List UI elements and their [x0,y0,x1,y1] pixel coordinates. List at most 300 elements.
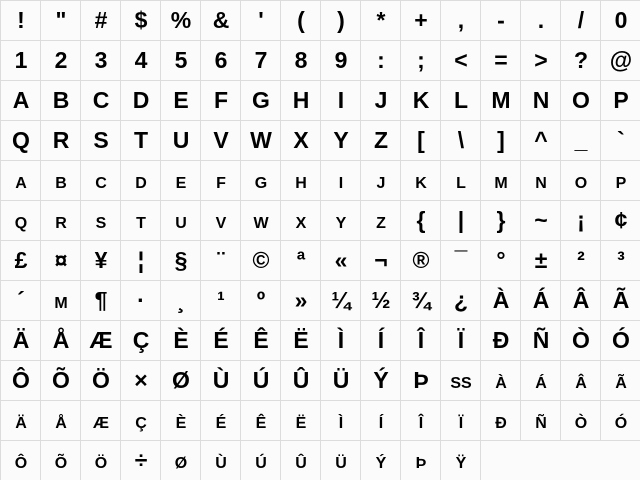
glyph: x [295,207,306,233]
glyph-cell[interactable] [281,81,321,121]
glyph-cell[interactable] [521,361,561,401]
glyph-cell[interactable] [361,441,401,480]
glyph-cell[interactable] [241,201,281,241]
glyph-cell[interactable] [81,41,121,81]
glyph-cell[interactable] [441,41,481,81]
glyph-cell[interactable] [121,401,161,441]
glyph: F [213,87,228,113]
glyph: ~ [534,207,547,233]
glyph-cell[interactable] [241,161,281,201]
glyph-cell[interactable] [601,201,640,241]
glyph-cell[interactable] [201,281,241,321]
glyph-cell[interactable] [321,281,361,321]
glyph-cell[interactable] [1,441,41,480]
glyph: $ [134,7,147,33]
glyph-cell[interactable] [561,121,601,161]
glyph-cell[interactable] [121,241,161,281]
glyph-cell[interactable] [161,241,201,281]
glyph-cell[interactable] [521,121,561,161]
glyph-cell[interactable] [321,161,361,201]
glyph: o [574,167,587,193]
glyph: ø [174,447,187,473]
glyph-cell[interactable] [401,201,441,241]
glyph: ¬ [374,247,387,273]
glyph: 5 [174,47,187,73]
glyph: / [577,7,584,33]
glyph-cell[interactable] [161,121,201,161]
glyph-cell[interactable] [361,161,401,201]
glyph-cell[interactable] [401,161,441,201]
glyph-cell[interactable] [401,321,441,361]
glyph-cell[interactable] [561,241,601,281]
glyph-cell[interactable] [201,81,241,121]
glyph: 4 [134,47,147,73]
glyph-cell[interactable] [441,401,481,441]
glyph-cell[interactable] [401,121,441,161]
glyph: ¶ [94,287,107,313]
glyph-cell[interactable] [361,361,401,401]
glyph-cell[interactable] [241,41,281,81]
glyph: É [213,327,228,353]
glyph: 9 [334,47,347,73]
glyph-cell[interactable] [161,161,201,201]
glyph: m [494,167,507,193]
glyph: a [15,167,26,193]
glyph-cell[interactable] [281,401,321,441]
glyph-cell[interactable] [41,361,81,401]
glyph-cell[interactable] [561,81,601,121]
glyph: K [412,87,429,113]
glyph: ú [255,447,266,473]
glyph-cell[interactable] [81,1,121,41]
glyph-cell[interactable] [361,241,401,281]
glyph-cell[interactable] [481,41,521,81]
glyph-cell[interactable] [481,121,521,161]
glyph-cell[interactable] [161,281,201,321]
glyph: 7 [254,47,267,73]
glyph-cell[interactable] [601,121,640,161]
glyph-cell[interactable] [41,161,81,201]
glyph-cell[interactable] [41,321,81,361]
glyph: e [175,167,186,193]
glyph-cell[interactable] [1,81,41,121]
glyph-cell[interactable] [441,361,481,401]
glyph-cell[interactable] [441,281,481,321]
glyph-cell[interactable] [321,401,361,441]
glyph-cell[interactable] [321,321,361,361]
glyph-cell[interactable] [521,41,561,81]
glyph: k [415,167,426,193]
glyph: v [215,207,226,233]
glyph: à [495,367,506,393]
glyph: b [55,167,66,193]
glyph-cell[interactable] [161,401,201,441]
glyph: ¥ [94,247,107,273]
glyph-cell[interactable] [201,121,241,161]
glyph-cell[interactable] [1,281,41,321]
glyph: Ó [612,327,629,353]
glyph-cell[interactable] [281,1,321,41]
glyph: ö [94,447,107,473]
glyph-cell[interactable] [1,161,41,201]
glyph-cell[interactable] [121,321,161,361]
glyph: Q [12,127,29,153]
glyph: : [377,47,384,73]
glyph-cell[interactable] [241,1,281,41]
glyph: ß [450,367,471,393]
glyph-cell[interactable] [601,1,640,41]
glyph: s [95,207,106,233]
glyph-cell[interactable] [41,401,81,441]
glyph: Ð [492,327,509,353]
glyph: > [534,47,547,73]
glyph-cell[interactable] [481,1,521,41]
glyph: Y [333,127,348,153]
glyph-cell[interactable] [281,321,321,361]
glyph-cell[interactable] [561,41,601,81]
glyph-cell[interactable] [601,401,640,441]
glyph-cell[interactable] [241,121,281,161]
glyph: ù [215,447,226,473]
glyph-cell[interactable] [81,441,121,480]
glyph-cell[interactable] [41,121,81,161]
glyph: ê [255,407,266,433]
glyph: È [173,327,188,353]
glyph: è [175,407,186,433]
glyph-cell[interactable] [1,41,41,81]
glyph-cell[interactable] [81,361,121,401]
glyph: ñ [535,407,546,433]
glyph-cell[interactable] [441,441,481,480]
glyph-cell[interactable] [81,81,121,121]
glyph-cell[interactable] [201,441,241,480]
glyph: } [496,207,505,233]
glyph-cell[interactable] [201,321,241,361]
glyph-cell[interactable] [281,441,321,480]
glyph-cell[interactable] [601,281,640,321]
glyph: ð [495,407,506,433]
glyph-cell[interactable] [321,121,361,161]
glyph-cell[interactable] [401,241,441,281]
glyph: Á [532,287,549,313]
glyph: P [613,87,628,113]
glyph-cell[interactable] [121,41,161,81]
glyph-cell[interactable] [481,361,521,401]
glyph-cell[interactable] [161,361,201,401]
glyph: ë [295,407,306,433]
glyph-cell[interactable] [561,321,601,361]
glyph-cell[interactable] [601,321,640,361]
glyph: c [95,167,106,193]
glyph-cell[interactable] [401,281,441,321]
glyph-cell[interactable] [481,401,521,441]
glyph-cell[interactable] [441,1,481,41]
glyph: n [535,167,546,193]
glyph: ô [14,447,27,473]
glyph-cell[interactable] [1,401,41,441]
glyph: ¤ [54,247,67,273]
glyph-cell[interactable] [321,361,361,401]
glyph-cell[interactable] [121,201,161,241]
glyph: Î [417,327,424,353]
glyph: d [135,167,146,193]
glyph-cell[interactable] [241,321,281,361]
glyph-cell[interactable] [161,441,201,480]
glyph: ò [574,407,587,433]
glyph-cell[interactable] [481,161,521,201]
glyph-cell[interactable] [441,121,481,161]
glyph: = [494,47,507,73]
glyph: î [418,407,423,433]
glyph-cell[interactable] [41,281,81,321]
glyph-cell[interactable] [41,201,81,241]
glyph-cell[interactable] [201,401,241,441]
glyph-cell[interactable] [241,361,281,401]
glyph-cell[interactable] [521,201,561,241]
glyph-cell[interactable] [241,81,281,121]
glyph: Ø [172,367,189,393]
glyph-cell[interactable] [81,321,121,361]
glyph-cell[interactable] [201,241,241,281]
glyph-cell[interactable] [521,401,561,441]
glyph-cell[interactable] [521,161,561,201]
glyph: ' [258,7,263,33]
glyph-cell[interactable] [41,1,81,41]
glyph-cell[interactable] [1,121,41,161]
glyph-cell[interactable] [1,241,41,281]
glyph: Û [292,367,309,393]
glyph-cell[interactable] [361,201,401,241]
glyph-cell[interactable] [121,121,161,161]
glyph-cell[interactable] [601,241,640,281]
glyph: þ [415,447,426,473]
glyph: ¾ [411,287,430,313]
glyph-cell[interactable] [41,241,81,281]
glyph-cell[interactable] [521,241,561,281]
glyph-cell[interactable] [41,41,81,81]
glyph-cell[interactable] [521,81,561,121]
glyph-cell[interactable] [601,161,640,201]
glyph-cell[interactable] [481,201,521,241]
glyph: ; [417,47,424,73]
glyph: % [170,7,191,33]
glyph-cell[interactable] [401,441,441,480]
glyph: D [132,87,149,113]
glyph-cell[interactable] [81,161,121,201]
glyph-cell[interactable] [561,281,601,321]
glyph-cell[interactable] [561,161,601,201]
glyph-cell[interactable] [361,81,401,121]
glyph-cell[interactable] [281,41,321,81]
glyph: ´ [17,287,24,313]
glyph-cell[interactable] [161,41,201,81]
glyph-cell[interactable] [121,81,161,121]
glyph: u [175,207,186,233]
glyph: ç [135,407,146,433]
glyph-cell[interactable] [361,41,401,81]
glyph: ü [335,447,346,473]
glyph: ` [617,127,624,153]
glyph: æ [93,407,108,433]
glyph-cell[interactable] [201,201,241,241]
glyph: S [93,127,108,153]
glyph-cell[interactable] [41,441,81,480]
glyph: Ý [373,367,388,393]
glyph: Æ [89,327,112,353]
glyph-cell[interactable] [321,1,361,41]
glyph-cell[interactable] [481,321,521,361]
glyph-cell[interactable] [281,121,321,161]
glyph-cell[interactable] [201,361,241,401]
glyph: 1 [14,47,27,73]
glyph: ì [338,407,343,433]
glyph-cell[interactable] [601,41,640,81]
glyph: h [295,167,306,193]
glyph: N [532,87,549,113]
glyph-cell[interactable] [401,361,441,401]
glyph-cell[interactable] [241,241,281,281]
glyph-cell[interactable] [441,321,481,361]
glyph-cell[interactable] [601,361,640,401]
glyph-cell[interactable] [161,1,201,41]
glyph: é [215,407,226,433]
glyph: ! [17,7,24,33]
glyph: ¨ [217,247,224,273]
glyph-cell[interactable] [561,201,601,241]
glyph-cell[interactable] [561,401,601,441]
glyph-cell[interactable] [601,81,640,121]
glyph-cell[interactable] [321,81,361,121]
glyph: X [293,127,308,153]
glyph: W [250,127,271,153]
glyph-cell[interactable] [241,281,281,321]
glyph-cell[interactable] [161,81,201,121]
glyph-cell[interactable] [361,1,401,41]
glyph-cell[interactable] [201,161,241,201]
glyph-cell[interactable] [121,361,161,401]
glyph-cell[interactable] [121,441,161,480]
glyph: t [136,207,145,233]
glyph-cell[interactable] [281,361,321,401]
glyph-cell[interactable] [81,401,121,441]
glyph: ) [337,7,344,33]
glyph: Ì [337,327,344,353]
glyph-cell[interactable] [1,201,41,241]
glyph-cell[interactable] [81,281,121,321]
glyph: ^ [534,127,547,153]
glyph-cell[interactable] [81,121,121,161]
glyph-cell[interactable] [561,1,601,41]
glyph-cell[interactable] [441,161,481,201]
glyph: Ù [212,367,229,393]
glyph-cell[interactable] [361,401,401,441]
glyph: q [14,207,27,233]
glyph-cell[interactable] [161,321,201,361]
glyph-cell[interactable] [321,241,361,281]
glyph-cell[interactable] [281,161,321,201]
glyph-cell[interactable] [361,321,401,361]
glyph: M [491,87,510,113]
glyph-cell[interactable] [1,1,41,41]
glyph: ® [412,247,429,273]
glyph-cell[interactable] [401,401,441,441]
glyph-cell[interactable] [121,1,161,41]
glyph: B [52,87,69,113]
glyph: ä [15,407,26,433]
glyph-cell[interactable] [201,41,241,81]
glyph-cell[interactable] [1,361,41,401]
glyph: × [134,367,147,393]
glyph-cell[interactable] [161,201,201,241]
glyph-cell[interactable] [281,201,321,241]
glyph-cell[interactable] [201,1,241,41]
glyph-cell[interactable] [401,81,441,121]
glyph-cell[interactable] [81,201,121,241]
glyph: @ [609,47,632,73]
glyph: - [497,7,504,33]
glyph: g [254,167,267,193]
glyph: H [292,87,309,113]
glyph-cell[interactable] [81,241,121,281]
glyph-cell[interactable] [361,281,401,321]
glyph-cell[interactable] [321,201,361,241]
glyph: p [615,167,626,193]
glyph-cell[interactable] [321,41,361,81]
glyph: ¢ [614,207,627,233]
glyph: Ä [12,327,29,353]
glyph: § [174,247,187,273]
glyph: º [256,287,265,313]
glyph-cell[interactable] [361,121,401,161]
glyph-cell[interactable] [521,281,561,321]
glyph-cell[interactable] [401,41,441,81]
glyph-cell[interactable] [441,81,481,121]
glyph: C [92,87,109,113]
glyph: | [457,207,464,233]
glyph-cell[interactable] [481,281,521,321]
glyph-cell[interactable] [441,201,481,241]
glyph-cell[interactable] [521,1,561,41]
glyph-cell[interactable] [281,281,321,321]
glyph: » [294,287,307,313]
glyph-cell[interactable] [1,321,41,361]
glyph-cell[interactable] [321,441,361,480]
glyph-cell[interactable] [121,281,161,321]
glyph: Þ [413,367,428,393]
glyph: , [457,7,464,33]
glyph-cell[interactable] [241,401,281,441]
glyph: l [456,167,465,193]
glyph-cell[interactable] [521,321,561,361]
glyph-cell[interactable] [481,81,521,121]
glyph-cell[interactable] [121,161,161,201]
glyph: T [133,127,148,153]
glyph-cell[interactable] [41,81,81,121]
glyph: « [334,247,347,273]
glyph-cell[interactable] [561,361,601,401]
glyph-cell[interactable] [441,241,481,281]
glyph: Â [572,287,589,313]
glyph-cell[interactable] [401,1,441,41]
glyph: ÿ [455,447,466,473]
glyph: Ç [132,327,149,353]
glyph-cell[interactable] [281,241,321,281]
glyph: O [572,87,589,113]
glyph: â [575,367,586,393]
glyph-cell[interactable] [241,441,281,480]
glyph-cell[interactable] [481,241,521,281]
glyph: 8 [294,47,307,73]
